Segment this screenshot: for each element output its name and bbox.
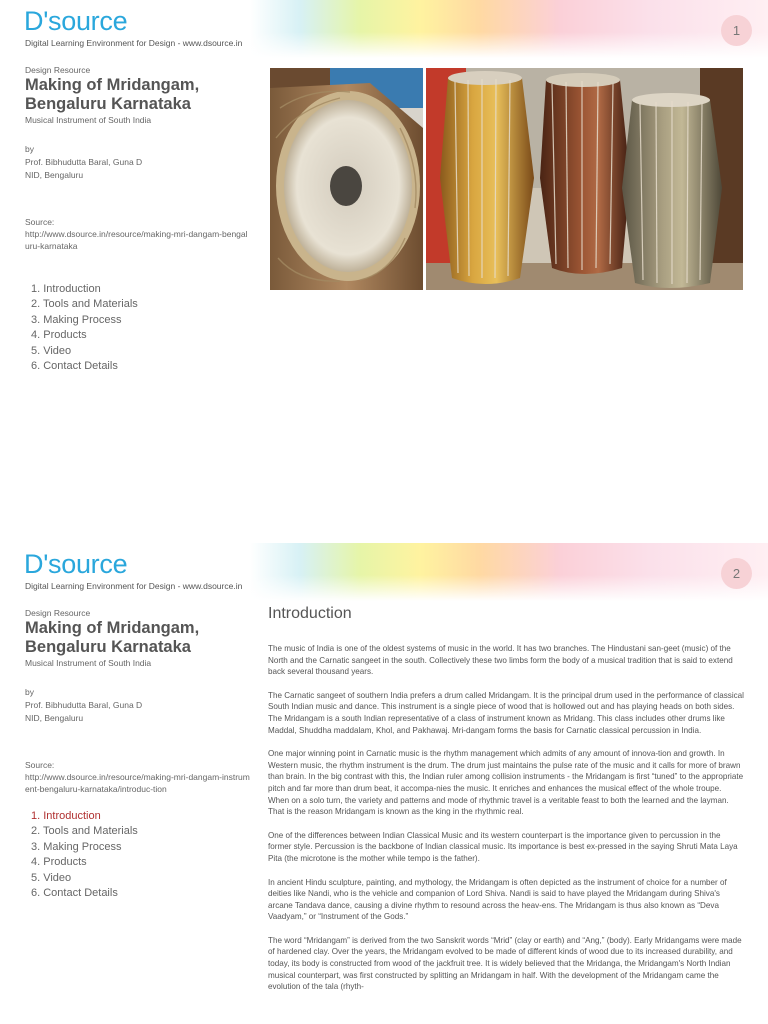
authors: Prof. Bibhudutta Baral, Guna D — [25, 157, 143, 167]
source-label: Source: — [25, 217, 55, 227]
toc-item-video[interactable]: 5. Video — [31, 344, 72, 357]
resource-info-panel — [25, 65, 250, 374]
toc-item-products[interactable]: 4. Products — [31, 329, 87, 342]
dsource-logo[interactable]: D'source — [24, 6, 128, 36]
toc-item-contact-details[interactable]: 6. Contact Details — [31, 887, 118, 900]
toc-item-tools-and-materials[interactable]: 2. Tools and Materials — [31, 298, 138, 311]
institute: NID, Bengaluru — [25, 170, 84, 180]
paragraph: The word “Mridangam” is derived from the two Sanskrit words “Mrid” (clay or earth) and “Ang,” (body). Early Mridangams were made of hardened clay. Over the years, the Mridangam evolved to be made of different kinds of wood due to its increased durability, and today, its body is constructed from wood of the jackfruit tree. It is widely believed that the Mridanga, the Mridangam's North Indian musical counterpart, was first constructed by splitting an Mridangam in half. With the development of the Mridangam came the evolution of the tala (rhyth- — [268, 935, 742, 992]
paragraph: One of the differences between Indian Classical Music and its western counterpart is the importance given to percussion in the former style. Percussion is the backbone of Indian classical music. Its importance is best ex-pressed in the saying Shruti Mata Laya Pita (the microtone is the mother while tempo is the father). — [268, 830, 738, 863]
paragraph: In ancient Hindu sculpture, painting, and mythology, the Mridangam is often depicted as the instrument of choice for a number of deities like Nandi, who is the vehicle and companion of Lord Shiva. Nandi is said to have played the Mridangam during Shiva's arcane Tandava dance, causing a divine rhythm to resound across the heav-ens. The Mridangam is thus also known as “Deva Vaadyam,” or “Instrument of the Gods.” — [268, 877, 727, 922]
page-header — [0, 543, 768, 601]
toc-item-contact-details[interactable]: 6. Contact Details — [31, 360, 118, 373]
resource-title — [25, 619, 250, 657]
toc-item-video[interactable]: 5. Video — [31, 871, 72, 884]
site-tagline: Digital Learning Environment for Design - www.dsource.in — [25, 38, 243, 48]
author-block — [25, 143, 250, 182]
page-number-badge: 1 — [721, 15, 752, 46]
authors: Prof. Bibhudutta Baral, Guna D — [25, 700, 143, 710]
dsource-logo[interactable]: D'source — [24, 549, 128, 579]
title-line-2: Bengaluru Karnataka — [25, 95, 191, 113]
mridangam-photo — [270, 68, 743, 290]
paragraph: One major winning point in Carnatic music is the rhythm management which admits of any amount of innova-tion and growth. In Western music, the rhythm instrument is the drum. The drum just maintains the pulse rate of the music and it calls for more of brawn than brain. In the big contrast with this, the Indian ruler among collision instruments - the Mridangam is first “tuned” to the appropriate pitch and far more than drum beat, it accompa-nies the music. It enriches and enhances the musical effect of the whole troupe. When on a solo turn, the variety and patterns and mode of rhythmic travel is a veritable feast to both the learned and the layman. That is the reason Mridangam is known as the king in the rhythmic real. — [268, 749, 744, 817]
resource-title — [25, 76, 250, 114]
institute: NID, Bengaluru — [25, 713, 84, 723]
source-link[interactable]: http://www.dsource.in/resource/making-mri-dangam-bengaluru-karnataka — [25, 229, 248, 251]
table-of-contents — [25, 282, 250, 374]
table-of-contents — [25, 809, 250, 901]
by-label: by — [25, 144, 34, 154]
paragraph: The Carnatic sangeet of southern India prefers a drum called Mridangam. It is the principal drum used in the performance of classical South Indian music and dance. This instrument is a single piece of wood that is hollowed out and has playing heads on both sides. The Mridangam is a south Indian representative of a class of instrument known as Mridang. This class includes other drums like Maddal, Shuddha maddalam, Khol, and Pakhawaj. Mri-dangam forms the basis for Carnatic classical percussion in India. — [268, 690, 744, 735]
title-line-2: Bengaluru Karnataka — [25, 638, 191, 656]
resource-kicker: Design Resource — [25, 65, 91, 75]
source-label: Source: — [25, 760, 55, 770]
site-tagline: Digital Learning Environment for Design - www.dsource.in — [25, 581, 243, 591]
introduction-body — [268, 643, 744, 1005]
resource-subtitle: Musical Instrument of South India — [25, 658, 152, 668]
slide-page-2 — [0, 543, 768, 1024]
toc-item-introduction[interactable]: 1. Introduction — [31, 810, 101, 822]
section-heading: Introduction — [268, 605, 352, 622]
by-label: by — [25, 687, 34, 697]
toc-item-products[interactable]: 4. Products — [31, 856, 87, 869]
toc-item-making-process[interactable]: 3. Making Process — [31, 840, 122, 853]
page-number-badge: 2 — [721, 558, 752, 589]
resource-kicker: Design Resource — [25, 608, 91, 618]
paragraph: The music of India is one of the oldest systems of music in the world. It has two branches. The Hindustani san-geet (music) of the North and the Carnatic sangeet in the south. Collectively these two limbs form the body of a musical tradition that is said to extend back several thousand years. — [268, 644, 733, 677]
title-line-1: Making of Mridangam, — [25, 76, 200, 94]
toc-item-making-process[interactable]: 3. Making Process — [31, 313, 122, 326]
resource-subtitle: Musical Instrument of South India — [25, 115, 152, 125]
resource-info-panel — [25, 608, 250, 901]
title-line-1: Making of Mridangam, — [25, 619, 200, 637]
author-block — [25, 686, 250, 725]
toc-item-tools-and-materials[interactable]: 2. Tools and Materials — [31, 825, 138, 838]
toc-item-introduction[interactable]: 1. Introduction — [31, 283, 101, 295]
page-header — [0, 0, 768, 58]
source-link[interactable]: http://www.dsource.in/resource/making-mri-dangam-instrument-bengaluru-karnataka/introduc-tion — [25, 772, 250, 794]
